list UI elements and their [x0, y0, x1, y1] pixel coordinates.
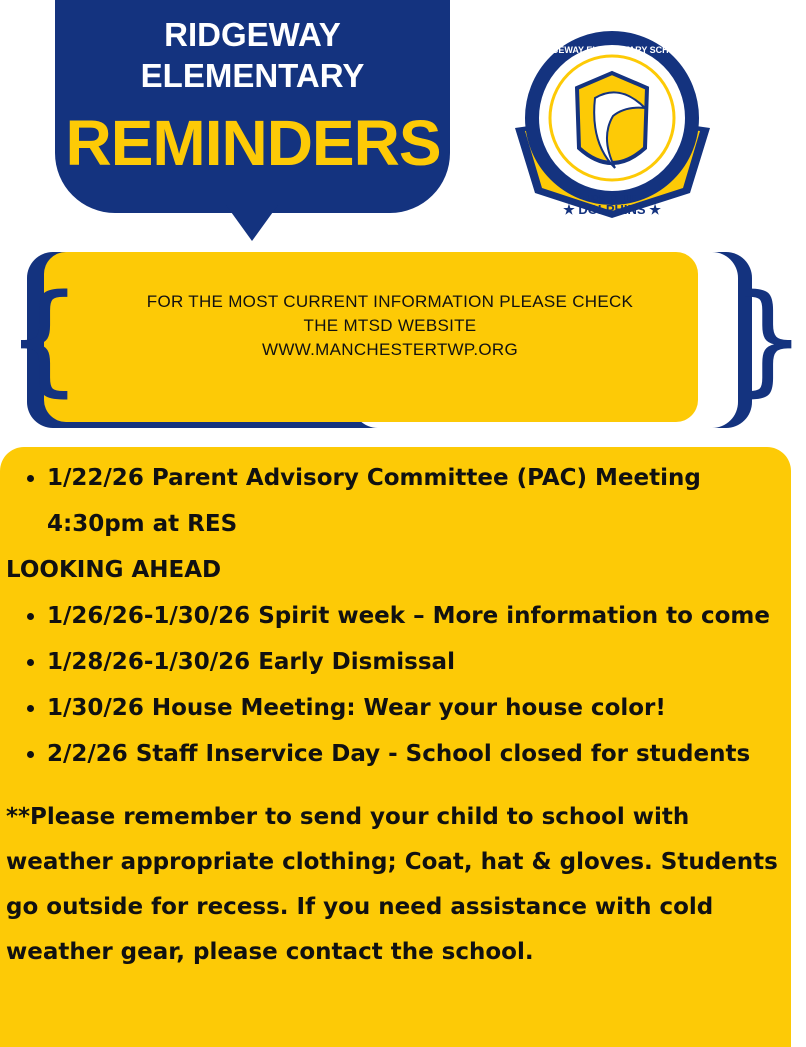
info-line2: THE MTSD WEBSITE: [303, 316, 477, 335]
list-item: • 1/30/26 House Meeting: Wear your house color!: [47, 685, 791, 731]
list-item: • 1/22/26 Parent Advisory Committee (PAC) Meeting 4:30pm at RES: [47, 455, 791, 547]
website-link[interactable]: WWW.MANCHESTERTWP.ORG: [262, 340, 518, 359]
logo-subtitle: HOME OF THE: [587, 195, 637, 202]
list-item: • 2/2/26 Staff Inservice Day - School closed for students: [47, 731, 791, 777]
list-item: • 1/26/26-1/30/26 Spirit week – More information to come: [47, 593, 791, 639]
left-brace-icon: {: [6, 270, 83, 409]
banner-tip: [226, 205, 278, 241]
reminders-content: [6, 455, 791, 975]
info-line1: FOR THE MOST CURRENT INFORMATION PLEASE CHECK: [146, 292, 634, 311]
page-title: REMINDERS: [65, 107, 441, 179]
logo-arc-text: RIDGEWAY ELEMENTARY SCHOOL: [535, 45, 689, 55]
header-line2: ELEMENTARY: [140, 57, 365, 94]
looking-ahead-list: [6, 593, 791, 777]
header-line1: RIDGEWAY: [164, 16, 341, 53]
looking-ahead-heading: LOOKING AHEAD: [6, 557, 222, 583]
events-list: [6, 455, 791, 547]
clothing-note: **Please remember to send your child to school with weather appropriate clothing; Coat, hat & gloves. Students go outside for recess. If you need assistance with cold weather gear, please contact the school.: [6, 804, 778, 965]
list-item: • 1/28/26-1/30/26 Early Dismissal: [47, 639, 791, 685]
logo-name: ★ DOLPHINS ★: [563, 202, 661, 217]
right-brace-icon: }: [730, 270, 806, 409]
info-text: [60, 290, 720, 362]
school-logo: [505, 28, 720, 228]
